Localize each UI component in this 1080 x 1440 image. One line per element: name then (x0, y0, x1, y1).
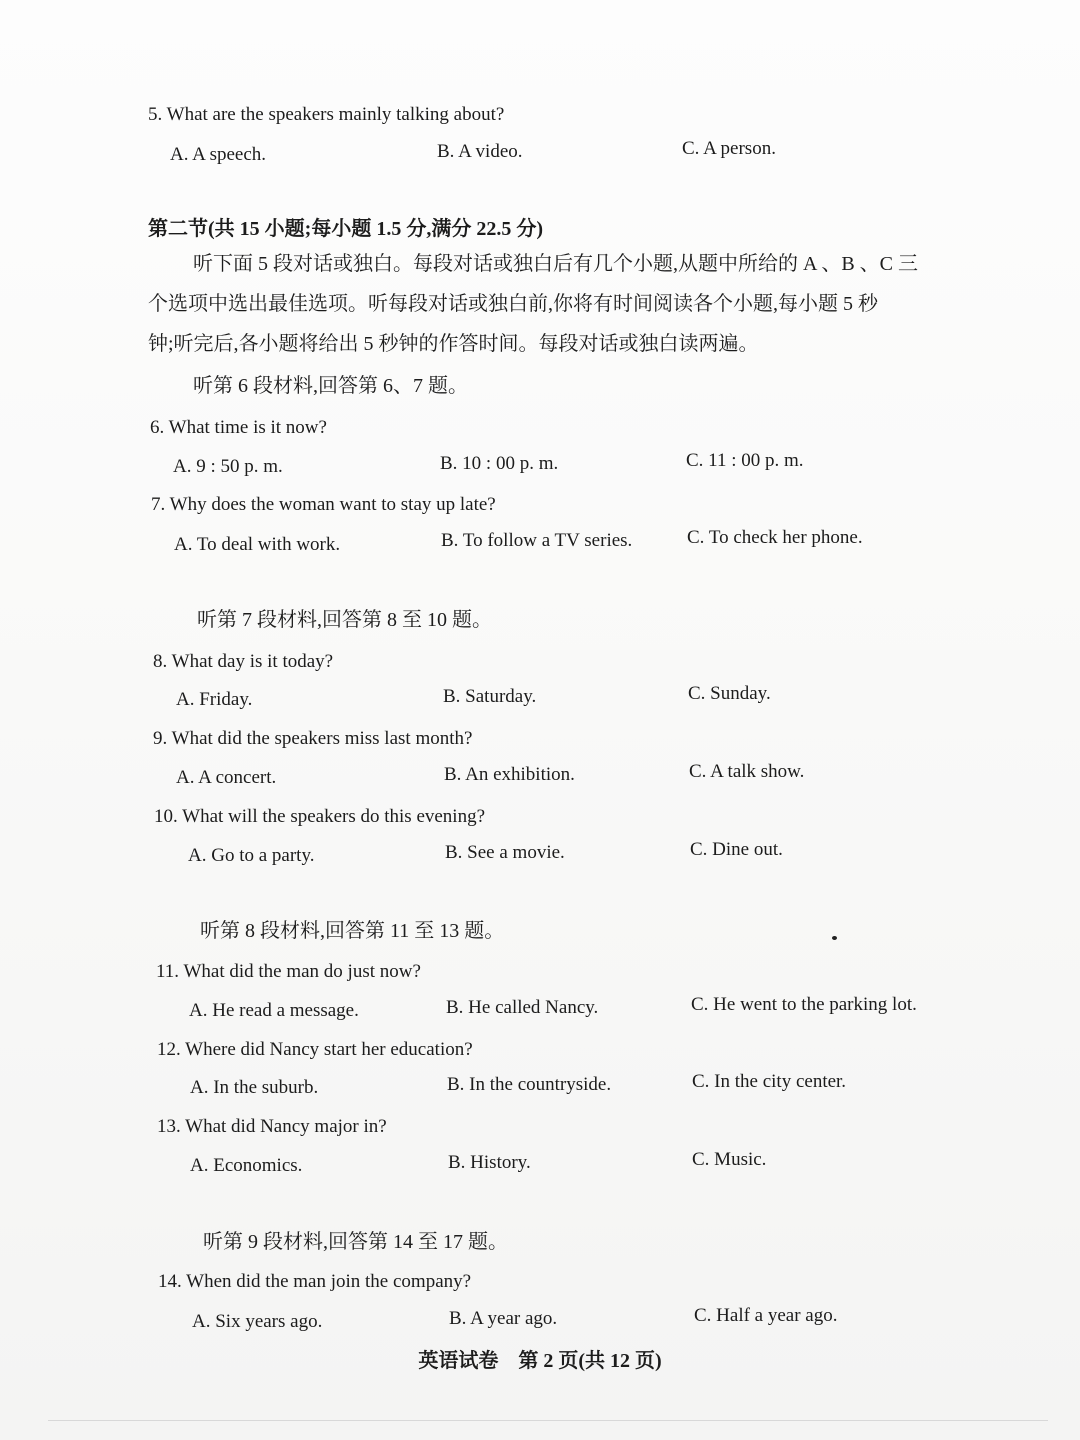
question-8-option-b: B. Saturday. (443, 686, 537, 707)
question-7-stem: 7. Why does the woman want to stay up late? (151, 494, 496, 515)
group-6-intro: 听第 6 段材料,回答第 6、7 题。 (193, 375, 468, 397)
section-2-instructions-line-1: 听下面 5 段对话或独白。每段对话或独白后有几个小题,从题中所给的 A 、B 、C 三 (193, 253, 919, 275)
question-6-option-c: C. 11 : 00 p. m. (686, 450, 804, 471)
question-10-option-c: C. Dine out. (690, 839, 783, 860)
question-13-stem: 13. What did Nancy major in? (157, 1116, 387, 1137)
question-12-option-b: B. In the countryside. (447, 1074, 612, 1095)
question-11-stem: 11. What did the man do just now? (156, 961, 421, 982)
question-6-option-b: B. 10 : 00 p. m. (440, 453, 559, 474)
question-10-option-b: B. See a movie. (445, 842, 565, 863)
question-9-stem: 9. What did the speakers miss last month? (153, 728, 473, 749)
section-2-instructions-line-3: 钟;听完后,各小题将给出 5 秒钟的作答时间。每段对话或独白读两遍。 (148, 333, 759, 355)
question-14-stem: 14. When did the man join the company? (158, 1271, 472, 1292)
question-6-stem: 6. What time is it now? (150, 417, 327, 438)
question-11-option-b: B. He called Nancy. (446, 997, 599, 1018)
group-7-intro: 听第 7 段材料,回答第 8 至 10 题。 (197, 609, 492, 631)
question-9-option-c: C. A talk show. (689, 761, 805, 782)
question-14-option-b: B. A year ago. (449, 1308, 558, 1329)
question-7-option-a: A. To deal with work. (174, 534, 341, 555)
question-14-option-a: A. Six years ago. (192, 1311, 323, 1332)
question-10-stem: 10. What will the speakers do this evening? (154, 806, 486, 827)
group-8-intro: 听第 8 段材料,回答第 11 至 13 题。 (200, 920, 505, 942)
question-14-option-c: C. Half a year ago. (694, 1305, 838, 1326)
question-13-option-c: C. Music. (692, 1149, 767, 1170)
question-8-stem: 8. What day is it today? (153, 651, 334, 672)
question-11-option-a: A. He read a message. (189, 1000, 359, 1021)
question-5-option-c: C. A person. (682, 138, 776, 159)
section-2-instructions-line-2: 个选项中选出最佳选项。听每段对话或独白前,你将有时间阅读各个小题,每小题 5 秒 (148, 293, 878, 315)
question-13-option-b: B. History. (448, 1152, 531, 1173)
scan-speck (832, 936, 837, 940)
question-12-option-a: A. In the suburb. (190, 1077, 319, 1098)
question-5-stem: 5. What are the speakers mainly talking about? (148, 104, 505, 125)
question-6-option-a: A. 9 : 50 p. m. (173, 456, 283, 477)
question-5-option-a: A. A speech. (170, 144, 267, 165)
question-7-option-c: C. To check her phone. (687, 527, 863, 548)
question-5-option-b: B. A video. (437, 141, 523, 162)
question-10-option-a: A. Go to a party. (188, 845, 315, 866)
question-12-option-c: C. In the city center. (692, 1071, 847, 1092)
question-12-stem: 12. Where did Nancy start her education? (157, 1039, 473, 1060)
question-7-option-b: B. To follow a TV series. (441, 530, 633, 551)
question-11-option-c: C. He went to the parking lot. (691, 994, 917, 1015)
question-8-option-a: A. Friday. (176, 689, 253, 710)
question-8-option-c: C. Sunday. (688, 683, 771, 704)
question-13-option-a: A. Economics. (190, 1155, 303, 1176)
group-9-intro: 听第 9 段材料,回答第 14 至 17 题。 (203, 1231, 508, 1253)
question-9-option-a: A. A concert. (176, 767, 277, 788)
question-9-option-b: B. An exhibition. (444, 764, 575, 785)
page-footer: 英语试卷 第 2 页(共 12 页) (418, 1350, 662, 1372)
section-2-title: 第二节(共 15 小题;每小题 1.5 分,满分 22.5 分) (148, 218, 543, 240)
page-bottom-edge (48, 1420, 1048, 1421)
